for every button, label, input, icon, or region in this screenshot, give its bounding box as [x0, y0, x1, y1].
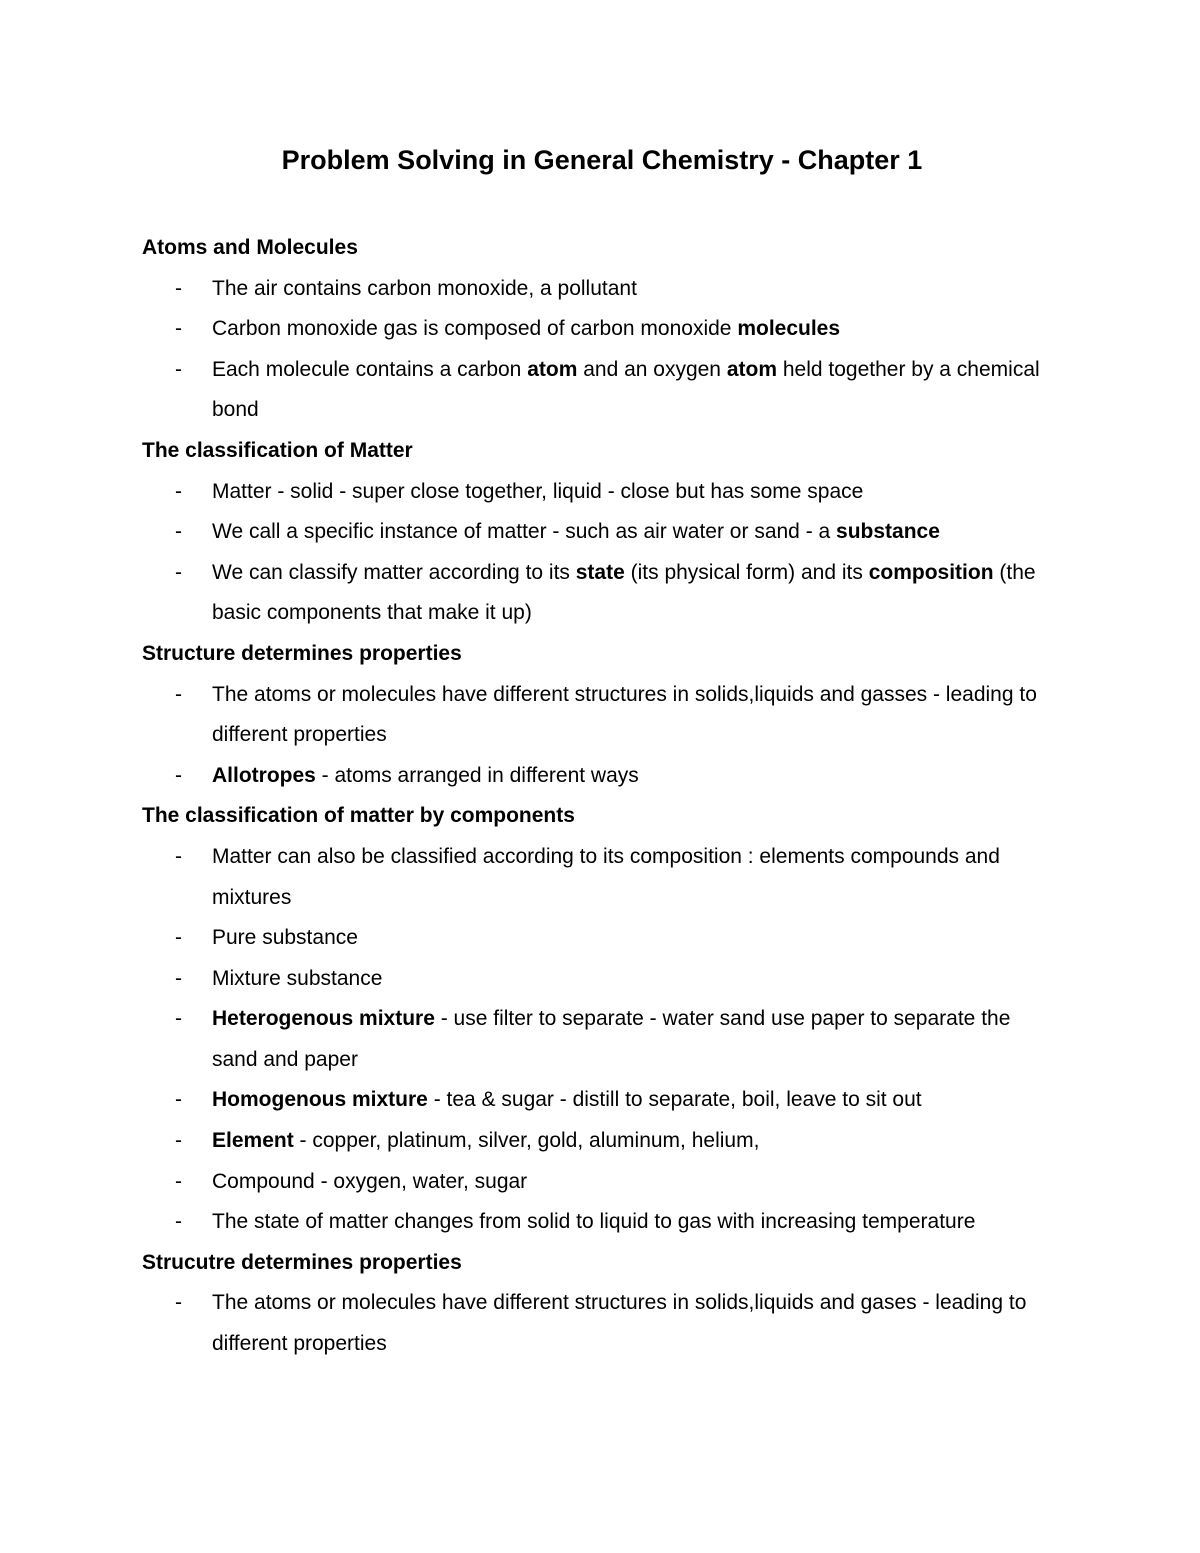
bullet-list	[142, 837, 1060, 1243]
dash-bullet-icon: -	[175, 763, 182, 787]
dash-bullet-icon: -	[175, 1169, 182, 1193]
item-text: Mixture substance	[212, 966, 383, 990]
dash-bullet-icon: -	[175, 1129, 182, 1153]
list-item	[142, 309, 1060, 350]
list-item	[142, 350, 1060, 431]
bold-term: atom	[726, 357, 778, 381]
item-text: The air contains carbon monoxide, a pollutant	[212, 276, 637, 300]
item-text: - tea & sugar - distill to separate, boil, leave to sit out	[427, 1088, 922, 1112]
dash-bullet-icon: -	[175, 560, 182, 584]
bold-term: Homogenous mixture	[212, 1088, 428, 1112]
item-text: (the basic components that make it up)	[212, 560, 1036, 625]
dash-bullet-icon: -	[175, 1210, 182, 1234]
list-item	[142, 918, 1060, 959]
bold-term: molecules	[737, 317, 841, 341]
item-text: The state of matter changes from solid to liquid to gas with increasing temperature	[212, 1210, 976, 1234]
dash-bullet-icon: -	[175, 357, 182, 381]
list-item	[142, 1080, 1060, 1121]
list-item	[142, 959, 1060, 1000]
section-heading: Atoms and Molecules	[142, 236, 358, 259]
item-text: held together by a chemical bond	[212, 357, 1040, 422]
list-item	[142, 1121, 1060, 1162]
list-item	[142, 512, 1060, 553]
document-body	[142, 228, 1060, 1365]
item-text: Carbon monoxide gas is composed of carbon monoxide	[212, 317, 738, 341]
bold-term: Element	[212, 1129, 294, 1153]
dash-bullet-icon: -	[175, 682, 182, 706]
section-heading: Structure determines properties	[142, 641, 462, 665]
section	[142, 228, 1060, 431]
list-item	[142, 756, 1060, 797]
item-text: Compound - oxygen, water, sugar	[212, 1169, 528, 1193]
dash-bullet-icon: -	[175, 844, 182, 868]
dash-bullet-icon: -	[175, 1088, 182, 1112]
list-item	[142, 269, 1060, 310]
list-item	[142, 1162, 1060, 1203]
bold-term: Heterogenous mixture	[212, 1007, 435, 1031]
item-text: - copper, platinum, silver, gold, aluminum, helium,	[293, 1129, 760, 1153]
bullet-list	[142, 675, 1060, 797]
bullet-list	[142, 1283, 1060, 1364]
dash-bullet-icon: -	[175, 317, 182, 341]
section	[142, 431, 1060, 634]
section-heading: The classification of matter by components	[142, 804, 575, 828]
dash-bullet-icon: -	[175, 276, 182, 300]
dash-bullet-icon: -	[175, 479, 182, 503]
bold-term: atom	[527, 357, 578, 381]
item-text: (its physical form) and its	[624, 560, 869, 584]
section-heading: Strucutre determines properties	[142, 1250, 462, 1274]
list-item	[142, 675, 1060, 756]
list-item	[142, 472, 1060, 513]
bold-term: composition	[868, 560, 994, 584]
bold-term: Allotropes	[212, 763, 316, 787]
item-text: Each molecule contains a carbon	[212, 357, 528, 381]
dash-bullet-icon: -	[175, 1291, 182, 1315]
document-title: Problem Solving in General Chemistry - Chapter 1	[281, 145, 923, 175]
section	[142, 1243, 1060, 1365]
dash-bullet-icon: -	[175, 520, 182, 544]
dash-bullet-icon: -	[175, 1007, 182, 1031]
item-text: - use filter to separate - water sand use paper to separate the sand and paper	[212, 1007, 1011, 1071]
bullet-list	[142, 472, 1060, 634]
bold-term: substance	[836, 520, 940, 544]
dash-bullet-icon: -	[175, 926, 182, 950]
list-item	[142, 1202, 1060, 1243]
section-heading: The classification of Matter	[142, 438, 413, 462]
item-text: Pure substance	[212, 926, 358, 950]
section	[142, 796, 1060, 1243]
item-text: We can classify matter according to its	[212, 560, 576, 584]
dash-bullet-icon: -	[175, 966, 182, 990]
section	[142, 634, 1060, 796]
list-item	[142, 553, 1060, 634]
item-text: We call a specific instance of matter - such as air water or sand - a	[212, 520, 837, 544]
item-text: Matter can also be classified according to its composition : elements compounds and mixtures	[212, 844, 1000, 909]
bullet-list	[142, 269, 1060, 431]
list-item	[142, 1283, 1060, 1364]
bold-term: state	[575, 560, 625, 584]
item-text: The atoms or molecules have different structures in solids,liquids and gases - leading to different properties	[212, 1291, 1027, 1356]
item-text: The atoms or molecules have different structures in solids,liquids and gasses - leading to different properties	[212, 682, 1037, 747]
list-item	[142, 999, 1060, 1080]
item-text: - atoms arranged in different ways	[315, 763, 639, 787]
list-item	[142, 837, 1060, 918]
item-text: and an oxygen	[577, 357, 727, 381]
item-text: Matter - solid - super close together, liquid - close but has some space	[212, 479, 864, 503]
